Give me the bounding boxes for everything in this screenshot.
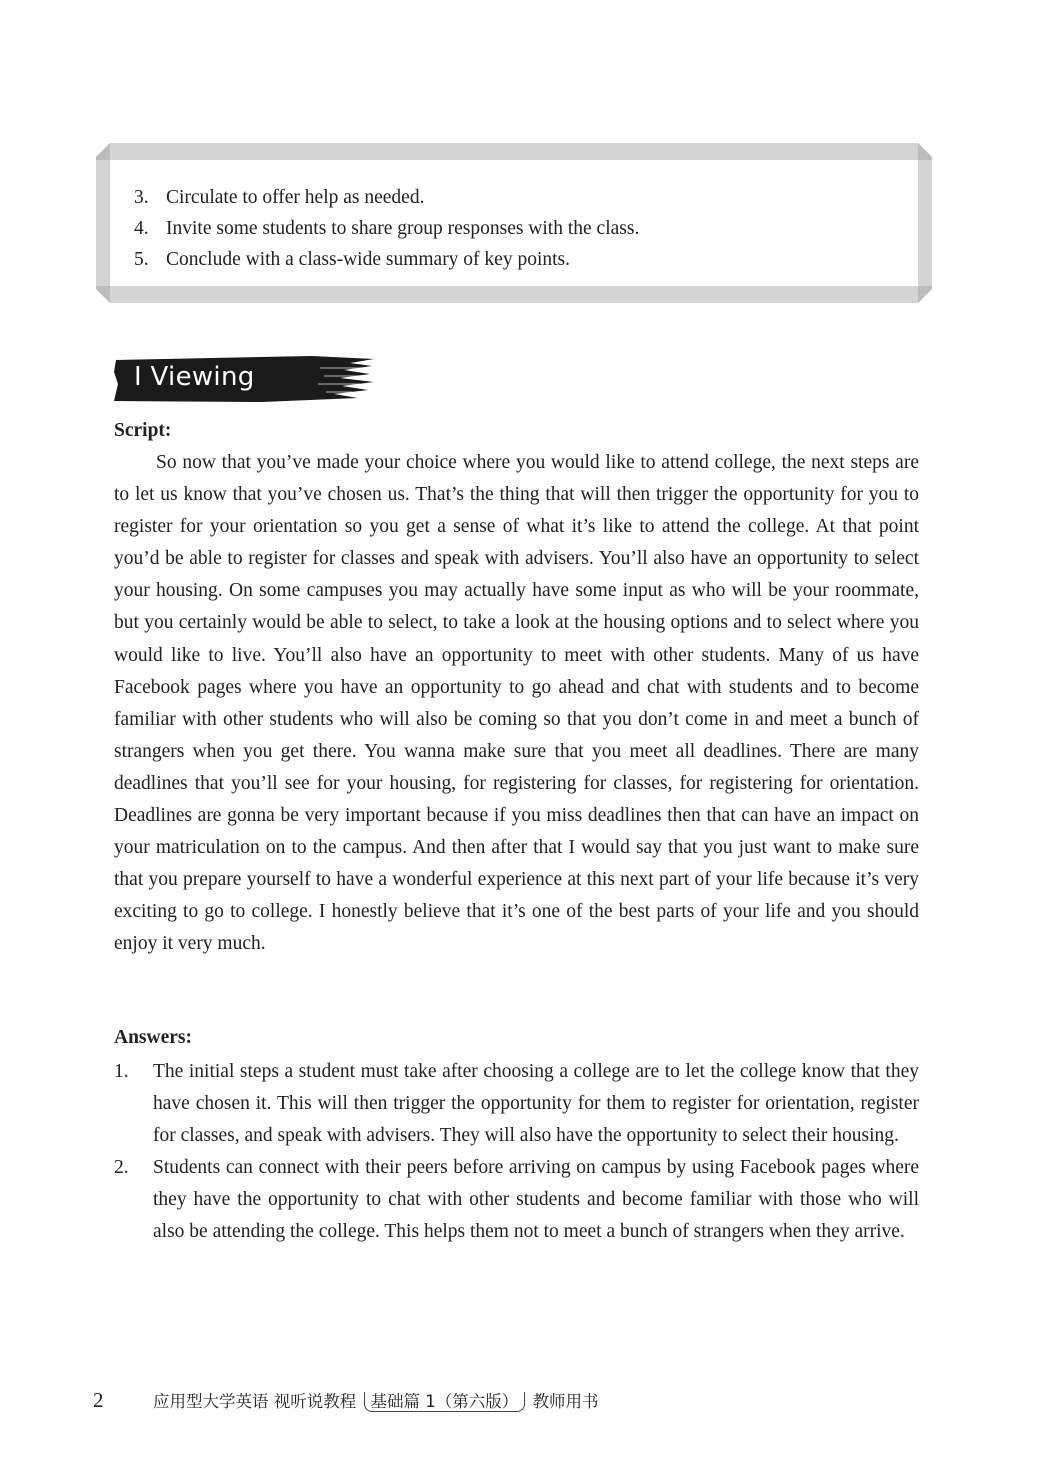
list-item: 4. Invite some students to share group responses with the class. bbox=[134, 218, 640, 239]
instruction-list bbox=[134, 182, 639, 275]
book-suffix: 教师用书 bbox=[532, 1392, 599, 1411]
book-title: 应用型大学英语 视听说教程 bbox=[153, 1392, 357, 1411]
answers-list bbox=[114, 1056, 919, 1248]
section-title: I Viewing bbox=[134, 362, 255, 392]
answers-label: Answers: bbox=[114, 1027, 192, 1048]
script-text: So now that you’ve made your choice where you would like to attend college, the next steps are to let us know that you’ve chosen us. That’s the thing that will then trigger the opportunity for you to register for your orientation so you get a sense of what it’s like to attend the college. At that point you’d be able to register for classes and speak with advisers. You’ll also have an opportunity to select your housing. On some campuses you may actually have some input as who will be your roommate, but you certainly would be able to select, to take a look at the housing options and to select where you would like to live. You’ll also have an opportunity to meet with other students. Many of us have Facebook pages where you have an opportunity to go ahead and chat with students and to become familiar with other students who will also be coming so that you don’t come in and meet a bunch of strangers when you get there. You wanna make sure that you meet all deadlines. There are many deadlines that you’ll see for your housing, for registering for classes, for registering for orientation. Deadlines are gonna be very important because if you miss deadlines then that can have an impact on your matriculation on to the campus. And then after that I would say that you just want to make sure that you prepare yourself to have a wonderful experience at this next part of your life because it’s very exciting to go to college. I honestly believe that it’s one of the best parts of your life and you should enjoy it very much. bbox=[114, 452, 919, 955]
answer-item: 1. The initial steps a student must take after choosing a college are to let the college know that they have chosen it. This will then trigger the opportunity for them to register for orientation, register for classes, and speak with advisers. They will also have the opportunity to select their housing. bbox=[114, 1061, 919, 1146]
footer-book-title bbox=[153, 1388, 599, 1412]
page-number: 2 bbox=[93, 1388, 104, 1412]
edition-label: 基础篇 1（第六版） bbox=[364, 1392, 526, 1412]
script-label: Script: bbox=[114, 420, 172, 441]
list-item: 3. Circulate to offer help as needed. bbox=[134, 187, 425, 208]
answer-item: 2. Students can connect with their peers before arriving on campus by using Facebook pages where they have the opportunity to chat with other students and become familiar with those who will also be attending the college. This helps them not to meet a bunch of strangers when they arrive. bbox=[114, 1157, 919, 1242]
list-item: 5. Conclude with a class-wide summary of key points. bbox=[134, 249, 571, 270]
